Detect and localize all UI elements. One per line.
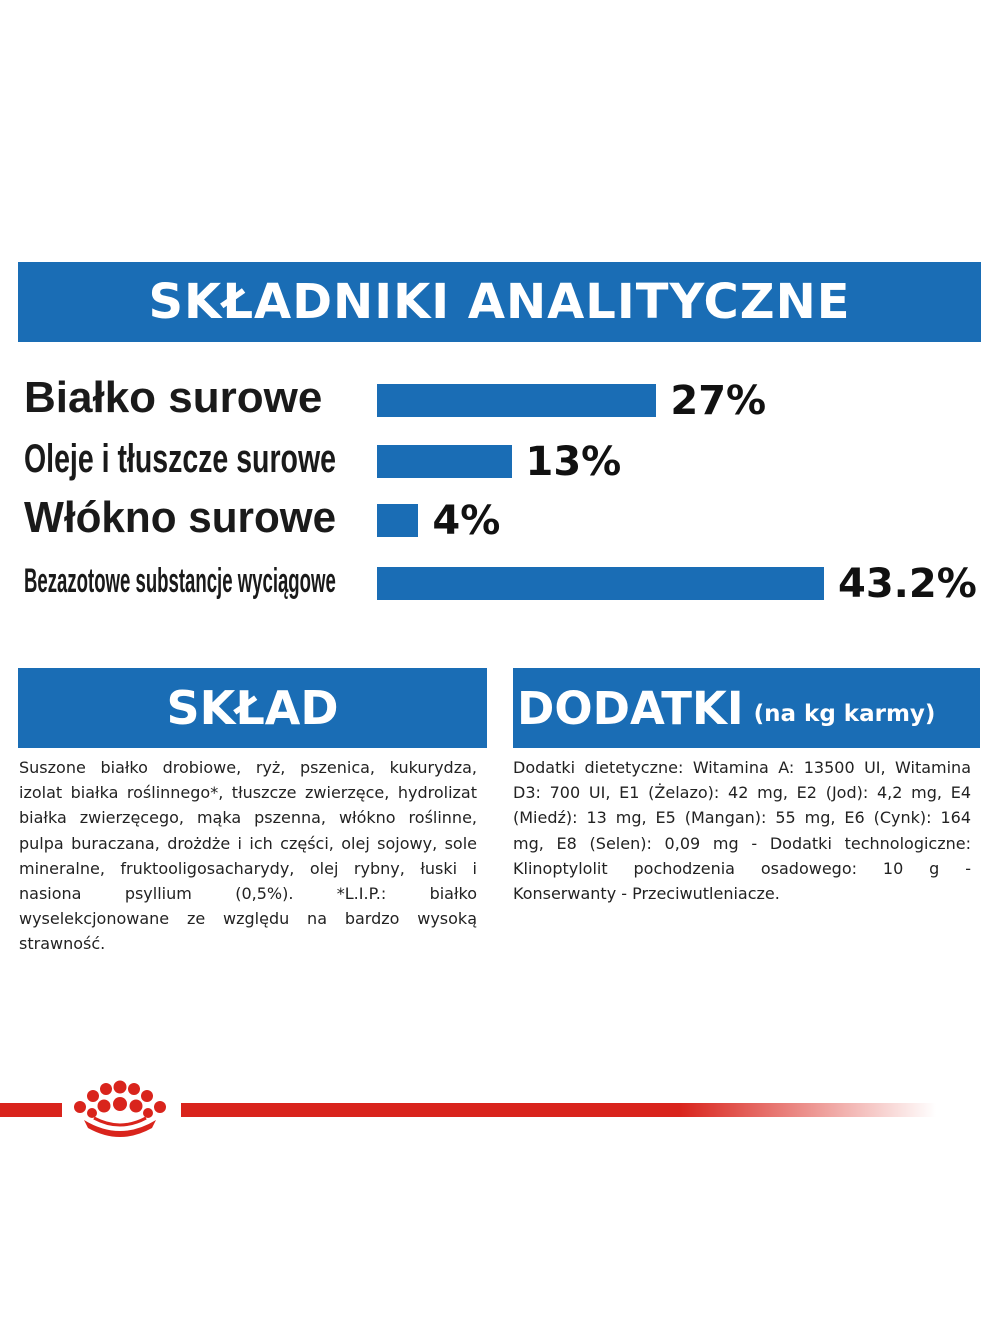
sklad-banner [18,668,487,748]
footer-red-line-left [0,1103,62,1117]
bar [377,445,512,478]
bar-label: Bezazotowe substancje wyciągowe [24,562,336,600]
dodatki-banner [513,668,980,748]
bar [377,384,656,417]
dodatki-text: Dodatki dietetyczne: Witamina A: 13500 UI, Witamina D3: 700 UI, E1 (Żelazo): 42 mg, E2 (Jod): 4,2 mg, E4 (Miedź): 13 mg, E5 (Mangan): 55 mg, E6 (Cynk): 164 mg, E8 (Selen): 0,09 mg - Dodatki technologiczne: Klinoptylolit pochodzenia osadowego: 10 g - Konserwanty - Przeciwutleniacze. [513,758,971,904]
bar-label: Włókno surowe [24,493,337,542]
dodatki-subtitle: (na kg karmy) [753,701,936,727]
chart-row [0,559,1000,607]
bar-value-label: 27% [670,378,767,424]
analytic-title: SKŁADNIKI ANALITYCZNE [148,274,851,330]
bar [377,504,418,537]
royal-canin-crown-icon [66,1080,174,1140]
bar-label: Białko surowe [24,373,323,422]
footer-red-line-right [181,1103,936,1117]
bar-label: Oleje i tłuszcze surowe [24,437,336,481]
dodatki-title: DODATKI [517,681,744,735]
bar-value-label: 4% [432,498,501,544]
chart-row [0,437,1000,485]
bar [377,567,824,600]
chart-row [0,493,1000,544]
sklad-title: SKŁAD [166,681,339,735]
bar-value-label: 43.2% [838,561,977,607]
bar-value-label: 13% [525,439,622,485]
sklad-text: Suszone białko drobiowe, ryż, pszenica, kukurydza, izolat białka roślinnego*, tłuszcze zwierzęce, hydrolizat białka zwierzęcego, mąka pszenna, włókno roślinne, pulpa buraczana, drożdże i ich części, olej sojowy, sole mineralne, fruktooligosacharydy, olej rybny, łuski i nasiona psyllium (0,5%). *L.I.P.: białko wyselekcjonowane ze względu na bardzo wysoką strawność. [19,758,477,954]
chart-row [0,373,1000,424]
analytic-banner [18,262,981,342]
